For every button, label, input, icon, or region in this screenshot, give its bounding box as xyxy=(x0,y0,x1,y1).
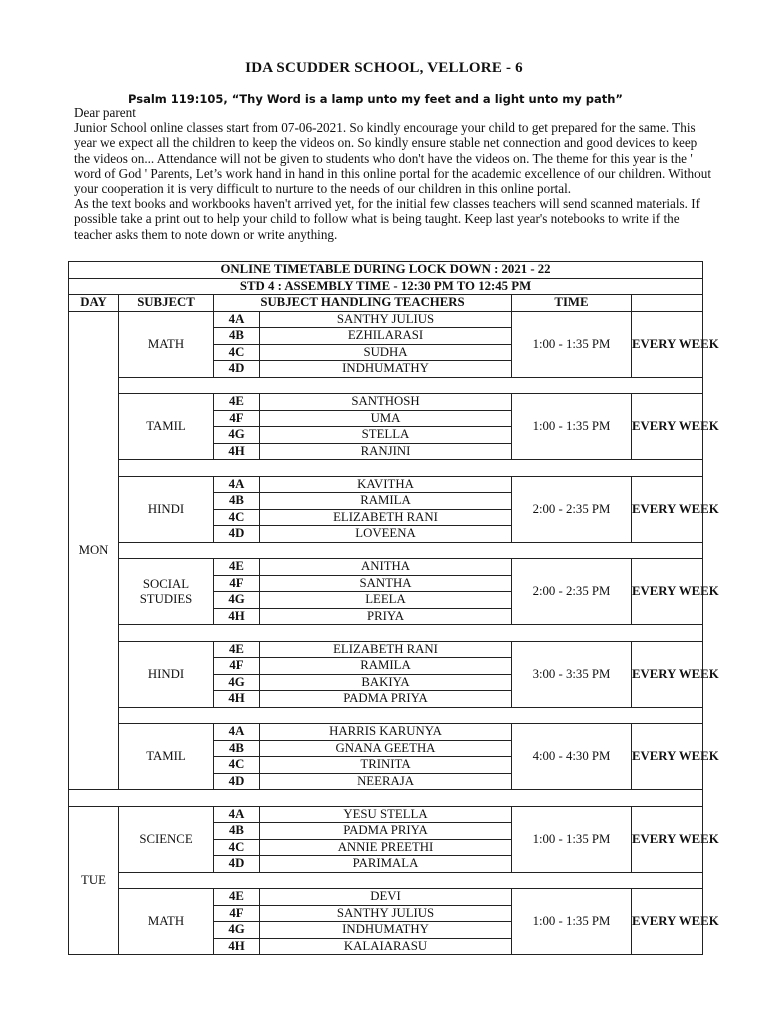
subject-cell: HINDI xyxy=(119,476,214,542)
spacer-row xyxy=(69,460,703,477)
teacher-cell: SUDHA xyxy=(260,344,512,361)
table-row xyxy=(69,311,703,328)
section-cell: 4E xyxy=(214,889,260,906)
page-title: IDA SCUDDER SCHOOL, VELLORE - 6 xyxy=(245,60,523,76)
day-separator-row xyxy=(69,790,703,807)
frequency-cell: EVERY WEEK xyxy=(632,889,703,955)
column-header-frequency xyxy=(632,295,703,312)
section-cell: 4D xyxy=(214,361,260,378)
time-cell: 1:00 - 1:35 PM xyxy=(512,394,632,460)
teacher-cell: UMA xyxy=(260,410,512,427)
section-cell: 4G xyxy=(214,427,260,444)
section-cell: 4F xyxy=(214,410,260,427)
column-header-teachers: SUBJECT HANDLING TEACHERS xyxy=(214,295,512,312)
section-cell: 4B xyxy=(214,493,260,510)
teacher-cell: SANTHY JULIUS xyxy=(260,905,512,922)
timetable-heading: ONLINE TIMETABLE DURING LOCK DOWN : 2021 - 22 xyxy=(69,262,703,279)
section-cell: 4F xyxy=(214,658,260,675)
table-row xyxy=(69,724,703,741)
teacher-cell: SANTHY JULIUS xyxy=(260,311,512,328)
table-row xyxy=(69,394,703,411)
section-cell: 4H xyxy=(214,608,260,625)
section-cell: 4B xyxy=(214,740,260,757)
teacher-cell: EZHILARASI xyxy=(260,328,512,345)
spacer-row xyxy=(69,707,703,724)
column-header-time: TIME xyxy=(512,295,632,312)
spacer-cell xyxy=(119,872,703,889)
section-cell: 4H xyxy=(214,691,260,708)
section-cell: 4D xyxy=(214,773,260,790)
section-cell: 4C xyxy=(214,839,260,856)
teacher-cell: PADMA PRIYA xyxy=(260,823,512,840)
frequency-cell: EVERY WEEK xyxy=(632,559,703,625)
time-cell: 1:00 - 1:35 PM xyxy=(512,311,632,377)
frequency-cell: EVERY WEEK xyxy=(632,641,703,707)
teacher-cell: INDHUMATHY xyxy=(260,361,512,378)
frequency-cell: EVERY WEEK xyxy=(632,394,703,460)
teacher-cell: RANJINI xyxy=(260,443,512,460)
teacher-cell: YESU STELLA xyxy=(260,806,512,823)
day-cell: MON xyxy=(69,311,119,790)
section-cell: 4D xyxy=(214,526,260,543)
teacher-cell: INDHUMATHY xyxy=(260,922,512,939)
teacher-cell: LOVEENA xyxy=(260,526,512,543)
section-cell: 4F xyxy=(214,575,260,592)
spacer-row xyxy=(69,625,703,642)
table-row xyxy=(69,889,703,906)
spacer-cell xyxy=(119,707,703,724)
subject-cell: SCIENCE xyxy=(119,806,214,872)
subject-cell: HINDI xyxy=(119,641,214,707)
table-row xyxy=(69,476,703,493)
frequency-cell: EVERY WEEK xyxy=(632,476,703,542)
section-cell: 4G xyxy=(214,922,260,939)
table-row xyxy=(69,641,703,658)
time-cell: 1:00 - 1:35 PM xyxy=(512,889,632,955)
section-cell: 4A xyxy=(214,806,260,823)
teacher-cell: DEVI xyxy=(260,889,512,906)
subject-cell: MATH xyxy=(119,311,214,377)
parent-letter xyxy=(74,105,714,242)
section-cell: 4H xyxy=(214,443,260,460)
frequency-cell: EVERY WEEK xyxy=(632,311,703,377)
section-cell: 4B xyxy=(214,328,260,345)
spacer-row xyxy=(69,872,703,889)
section-cell: 4A xyxy=(214,724,260,741)
letter-paragraph-1: Junior School online classes start from 07-06-2021. So kindly encourage your child to get prepared for the same. This year we expect all the children to keep the videos on. So kindly ensure stable net connection and good devices to keep the videos on... Attendance will not be given to students who don't have the videos on. The theme for this year is the ' word of God ' Parents, Let’s work hand in hand in this online portal for the academic excellence of our children. Without your cooperation it is very difficult to nurture to the needs of our children in this online portal. xyxy=(74,120,711,197)
section-cell: 4C xyxy=(214,344,260,361)
time-cell: 2:00 - 2:35 PM xyxy=(512,476,632,542)
time-cell: 1:00 - 1:35 PM xyxy=(512,806,632,872)
teacher-cell: PADMA PRIYA xyxy=(260,691,512,708)
teacher-cell: NEERAJA xyxy=(260,773,512,790)
teacher-cell: KALAIARASU xyxy=(260,938,512,955)
teacher-cell: ELIZABETH RANI xyxy=(260,509,512,526)
teacher-cell: ANITHA xyxy=(260,559,512,576)
teacher-cell: GNANA GEETHA xyxy=(260,740,512,757)
teacher-cell: TRINITA xyxy=(260,757,512,774)
subject-cell: MATH xyxy=(119,889,214,955)
spacer-row xyxy=(69,542,703,559)
subject-cell: TAMIL xyxy=(119,724,214,790)
teacher-cell: HARRIS KARUNYA xyxy=(260,724,512,741)
spacer-row xyxy=(69,377,703,394)
section-cell: 4H xyxy=(214,938,260,955)
subject-cell: SOCIAL STUDIES xyxy=(119,559,214,625)
section-cell: 4C xyxy=(214,509,260,526)
teacher-cell: LEELA xyxy=(260,592,512,609)
section-cell: 4C xyxy=(214,757,260,774)
time-cell: 4:00 - 4:30 PM xyxy=(512,724,632,790)
teacher-cell: PARIMALA xyxy=(260,856,512,873)
letter-paragraph-2: As the text books and workbooks haven't arrived yet, for the initial few classes teachers will send scanned materials. If possible take a print out to help your child to follow what is being taught. Keep last year's notebooks to write if the teacher asks them to note down or write anything. xyxy=(74,196,701,242)
section-cell: 4E xyxy=(214,394,260,411)
section-cell: 4G xyxy=(214,592,260,609)
teacher-cell: SANTHOSH xyxy=(260,394,512,411)
time-cell: 2:00 - 2:35 PM xyxy=(512,559,632,625)
section-cell: 4E xyxy=(214,641,260,658)
spacer-cell xyxy=(119,542,703,559)
teacher-cell: PRIYA xyxy=(260,608,512,625)
day-cell: TUE xyxy=(69,806,119,955)
frequency-cell: EVERY WEEK xyxy=(632,806,703,872)
teacher-cell: ANNIE PREETHI xyxy=(260,839,512,856)
section-cell: 4G xyxy=(214,674,260,691)
teacher-cell: SANTHA xyxy=(260,575,512,592)
teacher-cell: BAKIYA xyxy=(260,674,512,691)
section-cell: 4A xyxy=(214,311,260,328)
spacer-cell xyxy=(69,790,703,807)
time-cell: 3:00 - 3:35 PM xyxy=(512,641,632,707)
letter-greeting: Dear parent xyxy=(74,105,136,120)
timetable-subheading: STD 4 : ASSEMBLY TIME - 12:30 PM TO 12:45 PM xyxy=(69,278,703,295)
subject-cell: TAMIL xyxy=(119,394,214,460)
section-cell: 4E xyxy=(214,559,260,576)
teacher-cell: KAVITHA xyxy=(260,476,512,493)
teacher-cell: ELIZABETH RANI xyxy=(260,641,512,658)
column-header-subject: SUBJECT xyxy=(119,295,214,312)
section-cell: 4B xyxy=(214,823,260,840)
section-cell: 4A xyxy=(214,476,260,493)
timetable xyxy=(68,261,719,955)
table-row xyxy=(69,806,703,823)
frequency-cell: EVERY WEEK xyxy=(632,724,703,790)
spacer-cell xyxy=(119,460,703,477)
psalm-verse: Psalm 119:105, “Thy Word is a lamp unto my feet and a light unto my path” xyxy=(128,92,623,106)
spacer-cell xyxy=(119,625,703,642)
spacer-cell xyxy=(119,377,703,394)
table-row xyxy=(69,559,703,576)
teacher-cell: RAMILA xyxy=(260,493,512,510)
teacher-cell: STELLA xyxy=(260,427,512,444)
teacher-cell: RAMILA xyxy=(260,658,512,675)
column-header-day: DAY xyxy=(69,295,119,312)
section-cell: 4D xyxy=(214,856,260,873)
section-cell: 4F xyxy=(214,905,260,922)
